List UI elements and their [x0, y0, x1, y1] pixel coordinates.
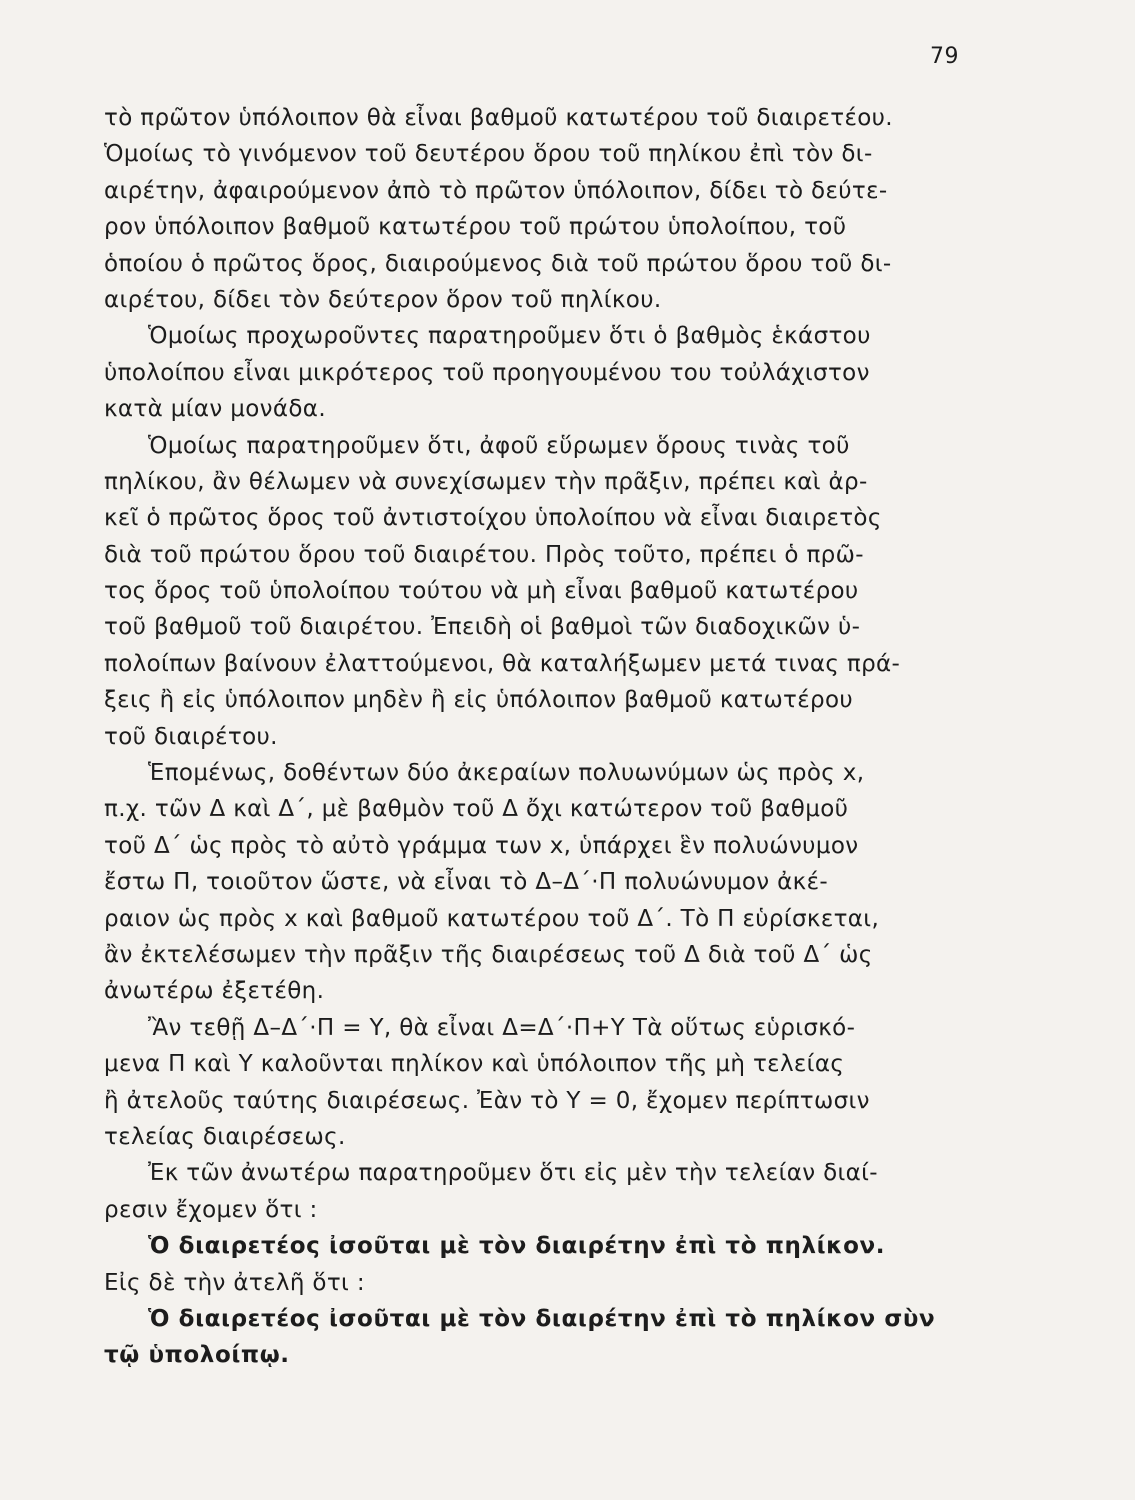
- text-line: ρεσιν ἔχομεν ὅτι :: [104, 1196, 318, 1223]
- text-line: π.χ. τῶν Δ καὶ Δ΄, μὲ βαθμὸν τοῦ Δ ὄχι κατώτερον τοῦ βαθμοῦ: [104, 796, 849, 823]
- text-line: τοῦ βαθμοῦ τοῦ διαιρέτου. Ἐπειδὴ οἱ βαθμοὶ τῶν διαδοχικῶν ὑ-: [104, 614, 861, 641]
- text-line: αιρέτου, δίδει τὸν δεύτερον ὅρον τοῦ πηλίκου.: [104, 286, 662, 313]
- paragraph-start-line: Ἂν τεθῇ Δ–Δ΄·Π = Υ, θὰ εἶναι Δ=Δ΄·Π+Υ Τὰ οὕτως εὑρισκό-: [148, 1014, 856, 1041]
- text-line: τος ὅρος τοῦ ὑπολοίπου τούτου νὰ μὴ εἶναι βαθμοῦ κατωτέρου: [104, 578, 859, 605]
- bold-statement-line: τῷ ὑπολοίπῳ.: [104, 1342, 290, 1369]
- text-line: διὰ τοῦ πρώτου ὅρου τοῦ διαιρέτου. Πρὸς τοῦτο, πρέπει ὁ πρῶ-: [104, 541, 864, 568]
- text-line: ὁποίου ὁ πρῶτος ὅρος, διαιρούμενος διὰ τοῦ πρώτου ὅρου τοῦ δι-: [104, 250, 892, 277]
- text-line: ξεις ἢ εἰς ὑπόλοιπον μηδὲν ἢ εἰς ὑπόλοιπον βαθμοῦ κατωτέρου: [104, 687, 854, 714]
- text-line: αιρέτην, ἀφαιρούμενον ἀπὸ τὸ πρῶτον ὑπόλοιπον, δίδει τὸ δεύτε-: [104, 177, 888, 204]
- bold-statement-line: Ὁ διαιρετέος ἰσοῦται μὲ τὸν διαιρέτην ἐπὶ τὸ πηλίκον σὺν: [148, 1305, 936, 1332]
- page-number: 79: [930, 44, 959, 69]
- text-line: ἂν ἐκτελέσωμεν τὴν πρᾶξιν τῆς διαιρέσεως τοῦ Δ διὰ τοῦ Δ΄ ὡς: [104, 941, 873, 968]
- bold-statement-line: Ὁ διαιρετέος ἰσοῦται μὲ τὸν διαιρέτην ἐπὶ τὸ πηλίκον.: [148, 1233, 886, 1260]
- text-line: τελείας διαιρέσεως.: [104, 1123, 346, 1150]
- text-line: τὸ πρῶτον ὑπόλοιπον θὰ εἶναι βαθμοῦ κατωτέρου τοῦ διαιρετέου.: [104, 105, 893, 131]
- text-line: ἀνωτέρω ἐξετέθη.: [104, 978, 325, 1005]
- paragraph-start-line: Ἐκ τῶν ἀνωτέρω παρατηροῦμεν ὅτι εἰς μὲν τὴν τελείαν διαί-: [148, 1160, 878, 1187]
- paragraph-start-line: Ἑπομένως, δοθέντων δύο ἀκεραίων πολυωνύμων ὡς πρὸς x,: [148, 760, 865, 787]
- paragraph-start-line: Ὁμοίως προχωροῦντες παρατηροῦμεν ὅτι ὁ βαθμὸς ἑκάστου: [148, 323, 871, 350]
- text-line: Ὁμοίως τὸ γινόμενον τοῦ δευτέρου ὅρου τοῦ πηλίκου ἐπὶ τὸν δι-: [104, 141, 873, 168]
- text-line: πηλίκου, ἂν θέλωμεν νὰ συνεχίσωμεν τὴν πρᾶξιν, πρέπει καὶ ἀρ-: [104, 468, 868, 495]
- text-line: ἢ ἀτελοῦς ταύτης διαιρέσεως. Ἐὰν τὸ Υ = 0, ἔχομεν περίπτωσιν: [104, 1087, 870, 1114]
- text-line: ρον ὑπόλοιπον βαθμοῦ κατωτέρου τοῦ πρώτου ὑπολοίπου, τοῦ: [104, 214, 847, 241]
- text-line: τοῦ Δ΄ ὡς πρὸς τὸ αὐτὸ γράμμα των x, ὑπάρχει ἓν πολυώνυμον: [104, 832, 859, 859]
- text-line: ἔστω Π, τοιοῦτον ὥστε, νὰ εἶναι τὸ Δ–Δ΄·Π πολυώνυμον ἀκέ-: [104, 869, 829, 896]
- text-line: κατὰ μίαν μονάδα.: [104, 396, 326, 423]
- text-line: ραιον ὡς πρὸς x καὶ βαθμοῦ κατωτέρου τοῦ Δ΄. Τὸ Π εὑρίσκεται,: [104, 905, 880, 932]
- text-line: Εἰς δὲ τὴν ἀτελῆ ὅτι :: [104, 1269, 365, 1296]
- text-line: ὑπολοίπου εἶναι μικρότερος τοῦ προηγουμένου του τοὐλάχιστον: [104, 359, 870, 386]
- text-line: πολοίπων βαίνουν ἐλαττούμενοι, θὰ καταλήξωμεν μετά τινας πρά-: [104, 650, 901, 677]
- text-line: κεῖ ὁ πρῶτος ὅρος τοῦ ἀντιστοίχου ὑπολοίπου νὰ εἶναι διαιρετὸς: [104, 505, 882, 532]
- body-text: [104, 100, 984, 1374]
- text-line: μενα Π καὶ Υ καλοῦνται πηλίκον καὶ ὑπόλοιπον τῆς μὴ τελείας: [104, 1051, 845, 1078]
- paragraph-start-line: Ὁμοίως παρατηροῦμεν ὅτι, ἀφοῦ εὕρωμεν ὅρους τινὰς τοῦ: [148, 432, 850, 459]
- text-line: τοῦ διαιρέτου.: [104, 723, 278, 750]
